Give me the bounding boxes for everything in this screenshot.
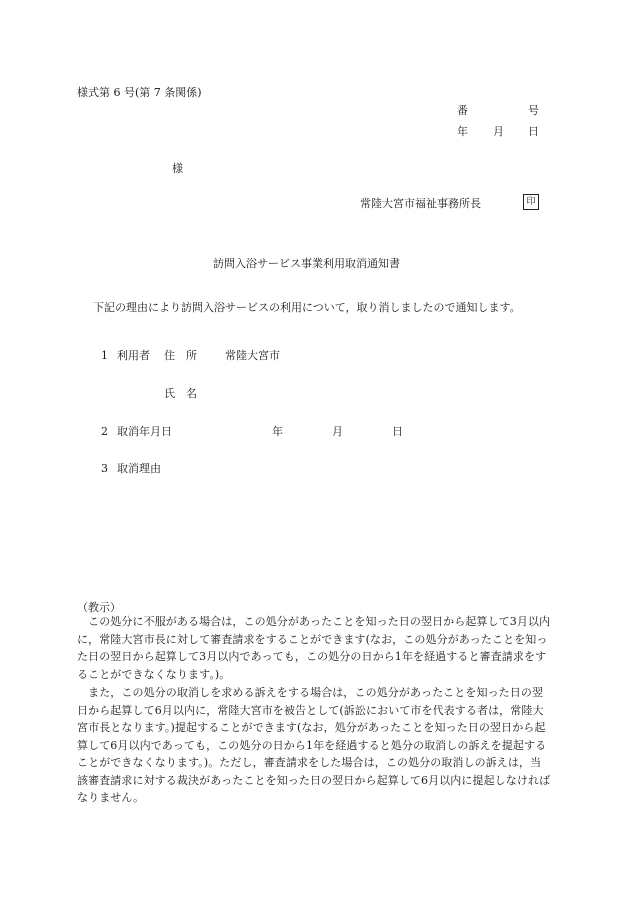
item-2-label: 取消年月日 bbox=[117, 425, 172, 438]
form-label: 様式第 6 号(第 7 条関係) bbox=[77, 86, 202, 99]
instruction-paragraph-1: この処分に不服がある場合は，この処分があったことを知った日の翌日から起算して3月以内に，常陸大宮市長に対して審査請求をすることができます(なお，この処分があったことを知った日の翌日から起算して3月以内であっても，この処分の日から1年を経過すると審査請求をすることができなくなります。)。 bbox=[77, 615, 551, 681]
instruction-paragraph-2: また，この処分の取消しを求める訴えをする場合は，この処分があったことを知った日の翌日から起算して6月以内に，常陸大宮市を被告として(訴訟において市を代表する者は，常陸大宮市長となります。)提起することができます(なお，処分があったことを知った日の翌日から起算して6月以内であっても，この処分の日から1年を経過すると処分の取消しの訴えを提起することができなくなります。)。ただし，審査請求をした場合は，この処分の取消しの訴えは，当該審査請求に対する裁決があったことを知った日の翌日から起算して6月以内に提起しなければなりません。 bbox=[77, 686, 551, 804]
header-year: 年 bbox=[457, 125, 468, 138]
address-label: 住 所 bbox=[164, 349, 197, 362]
item-1-label: 利用者 bbox=[117, 349, 150, 362]
cancel-month: 月 bbox=[332, 425, 343, 438]
item-1-number: 1 bbox=[101, 349, 108, 362]
cancel-day: 日 bbox=[392, 425, 403, 438]
cancel-year: 年 bbox=[272, 425, 283, 438]
name-label: 氏 名 bbox=[164, 387, 197, 400]
issuer-name: 常陸大宮市福祉事務所長 bbox=[360, 197, 481, 210]
addressee-suffix: 様 bbox=[172, 162, 183, 175]
document-title: 訪問入浴サービス事業利用取消通知書 bbox=[213, 257, 400, 270]
instruction-heading: （教示） bbox=[77, 601, 121, 614]
header-day: 日 bbox=[528, 125, 539, 138]
item-3-number: 3 bbox=[101, 462, 108, 475]
intro-text: 下記の理由により訪問入浴サービスの利用について，取り消しましたので通知します。 bbox=[93, 301, 521, 314]
item-3-label: 取消理由 bbox=[117, 462, 161, 475]
header-month: 月 bbox=[493, 125, 504, 138]
seal-stamp: 印 bbox=[523, 194, 539, 210]
address-value: 常陸大宮市 bbox=[225, 349, 280, 362]
number-label: 番 bbox=[457, 104, 468, 117]
number-suffix: 号 bbox=[528, 104, 539, 117]
item-2-number: 2 bbox=[101, 425, 108, 438]
